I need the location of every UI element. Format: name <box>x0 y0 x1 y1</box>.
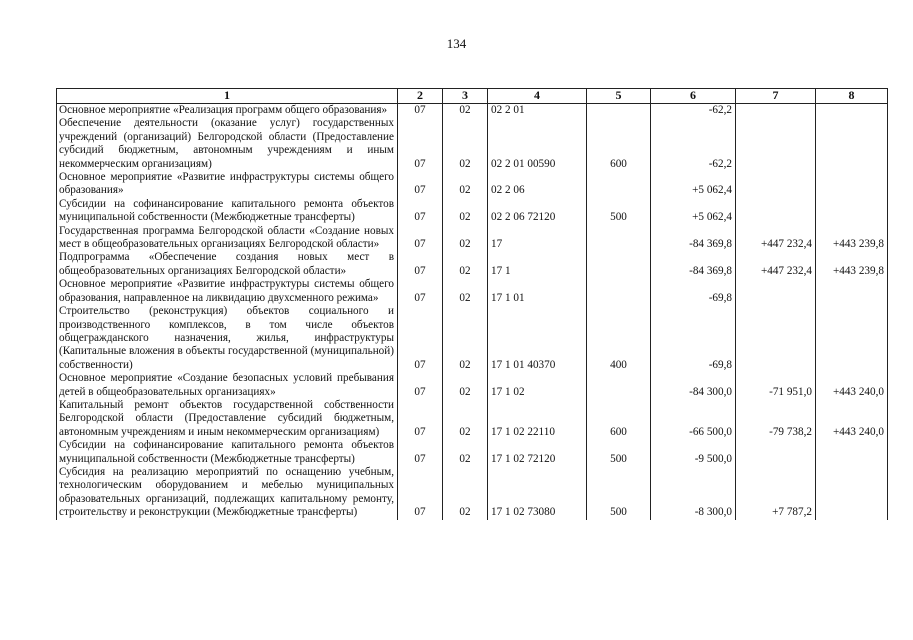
column-header-3: 3 <box>443 89 488 104</box>
row-name: Капитальный ремонт объектов государственной собственности Белгородской области (Предоставление субсидий бюджетным, автономным учреждениям и иным некоммерческим организациям) <box>57 399 398 439</box>
row-subsection: 02 <box>443 466 488 520</box>
row-name: Субсидия на реализацию мероприятий по оснащению учебным, технологическим оборудованием и мебелью муниципальных образовательных организаций, подлежащих капитальному ремонту, строительству и реконструкции (Межбюджетные трансферты) <box>57 466 398 520</box>
table-row <box>57 117 888 171</box>
row-name: Основное мероприятие «Развитие инфраструктуры системы общего образования, направленное на ликвидацию двухсменного режима» <box>57 278 398 305</box>
column-header-7: 7 <box>736 89 816 104</box>
row-amount-8 <box>816 198 888 225</box>
column-header-8: 8 <box>816 89 888 104</box>
row-target-code: 17 1 01 <box>488 278 587 305</box>
row-amount-6: -62,2 <box>651 104 736 118</box>
row-section: 07 <box>398 439 443 466</box>
row-amount-6: -84 300,0 <box>651 372 736 399</box>
row-amount-6: +5 062,4 <box>651 171 736 198</box>
row-amount-7: +447 232,4 <box>736 251 816 278</box>
row-amount-6: -9 500,0 <box>651 439 736 466</box>
row-amount-7 <box>736 104 816 118</box>
row-name: Субсидии на софинансирование капитального ремонта объектов муниципальной собственности (Межбюджетные трансферты) <box>57 439 398 466</box>
row-name: Основное мероприятие «Создание безопасных условий пребывания детей в общеобразовательных организациях» <box>57 372 398 399</box>
row-amount-7: -71 951,0 <box>736 372 816 399</box>
row-subsection: 02 <box>443 305 488 372</box>
row-target-code: 17 <box>488 225 587 252</box>
row-target-code: 02 2 01 00590 <box>488 117 587 171</box>
row-expense-type <box>587 372 651 399</box>
row-amount-8 <box>816 305 888 372</box>
row-section: 07 <box>398 117 443 171</box>
row-amount-6: -69,8 <box>651 305 736 372</box>
row-amount-7: +7 787,2 <box>736 466 816 520</box>
row-section: 07 <box>398 278 443 305</box>
row-amount-7 <box>736 117 816 171</box>
column-header-4: 4 <box>488 89 587 104</box>
budget-table <box>56 88 888 520</box>
row-target-code: 17 1 02 73080 <box>488 466 587 520</box>
row-amount-7: -79 738,2 <box>736 399 816 439</box>
row-subsection: 02 <box>443 251 488 278</box>
row-subsection: 02 <box>443 439 488 466</box>
row-amount-8 <box>816 171 888 198</box>
row-section: 07 <box>398 251 443 278</box>
row-expense-type <box>587 225 651 252</box>
row-expense-type: 600 <box>587 117 651 171</box>
table-row <box>57 198 888 225</box>
row-name: Государственная программа Белгородской области «Создание новых мест в общеобразовательных организациях Белгородской области» <box>57 225 398 252</box>
column-header-5: 5 <box>587 89 651 104</box>
row-name: Основное мероприятие «Развитие инфраструктуры системы общего образования» <box>57 171 398 198</box>
row-amount-6: -8 300,0 <box>651 466 736 520</box>
row-amount-7 <box>736 198 816 225</box>
table-row <box>57 372 888 399</box>
row-section: 07 <box>398 104 443 118</box>
row-target-code: 02 2 06 <box>488 171 587 198</box>
row-subsection: 02 <box>443 372 488 399</box>
row-amount-7 <box>736 305 816 372</box>
row-expense-type: 400 <box>587 305 651 372</box>
row-amount-7 <box>736 171 816 198</box>
table-row <box>57 171 888 198</box>
row-expense-type <box>587 251 651 278</box>
row-section: 07 <box>398 198 443 225</box>
row-name: Обеспечение деятельности (оказание услуг) государственных учреждений (организаций) Белгородской области (Предоставление субсидий бюджетным, автономным учреждениям и иным некоммерческим организациям) <box>57 117 398 171</box>
row-amount-6: -66 500,0 <box>651 399 736 439</box>
row-amount-8 <box>816 466 888 520</box>
table-row <box>57 104 888 118</box>
row-name: Субсидии на софинансирование капитального ремонта объектов муниципальной собственности (Межбюджетные трансферты) <box>57 198 398 225</box>
table-row <box>57 278 888 305</box>
row-section: 07 <box>398 171 443 198</box>
row-expense-type: 600 <box>587 399 651 439</box>
row-amount-7 <box>736 278 816 305</box>
row-target-code: 17 1 01 40370 <box>488 305 587 372</box>
row-expense-type: 500 <box>587 466 651 520</box>
row-amount-8: +443 240,0 <box>816 372 888 399</box>
row-expense-type: 500 <box>587 439 651 466</box>
row-section: 07 <box>398 225 443 252</box>
column-header-1: 1 <box>57 89 398 104</box>
column-header-6: 6 <box>651 89 736 104</box>
row-amount-8: +443 239,8 <box>816 225 888 252</box>
row-target-code: 02 2 06 72120 <box>488 198 587 225</box>
row-subsection: 02 <box>443 198 488 225</box>
row-section: 07 <box>398 372 443 399</box>
table-row <box>57 251 888 278</box>
row-subsection: 02 <box>443 171 488 198</box>
row-target-code: 17 1 02 72120 <box>488 439 587 466</box>
row-section: 07 <box>398 466 443 520</box>
row-section: 07 <box>398 305 443 372</box>
row-target-code: 17 1 02 22110 <box>488 399 587 439</box>
row-amount-8 <box>816 104 888 118</box>
row-expense-type <box>587 171 651 198</box>
row-expense-type: 500 <box>587 198 651 225</box>
row-section: 07 <box>398 399 443 439</box>
row-amount-6: -84 369,8 <box>651 225 736 252</box>
row-amount-6: +5 062,4 <box>651 198 736 225</box>
row-amount-8 <box>816 117 888 171</box>
row-amount-7 <box>736 439 816 466</box>
row-amount-8: +443 240,0 <box>816 399 888 439</box>
row-amount-6: -62,2 <box>651 117 736 171</box>
table-row <box>57 305 888 372</box>
column-header-2: 2 <box>398 89 443 104</box>
row-amount-7: +447 232,4 <box>736 225 816 252</box>
row-subsection: 02 <box>443 225 488 252</box>
row-target-code: 02 2 01 <box>488 104 587 118</box>
row-name: Подпрограмма «Обеспечение создания новых мест в общеобразовательных организациях Белгородской области» <box>57 251 398 278</box>
table-row <box>57 439 888 466</box>
row-name: Строительство (реконструкция) объектов социального и производственного комплексов, в том числе объектов общегражданского назначения, жилья, инфраструктуры (Капитальные вложения в объекты государственной (муниципальной) собственности) <box>57 305 398 372</box>
row-amount-6: -84 369,8 <box>651 251 736 278</box>
row-expense-type <box>587 104 651 118</box>
row-expense-type <box>587 278 651 305</box>
row-target-code: 17 1 <box>488 251 587 278</box>
row-amount-8: +443 239,8 <box>816 251 888 278</box>
row-subsection: 02 <box>443 117 488 171</box>
row-amount-6: -69,8 <box>651 278 736 305</box>
table-row <box>57 466 888 520</box>
row-target-code: 17 1 02 <box>488 372 587 399</box>
table-header-row <box>57 89 888 104</box>
row-amount-8 <box>816 278 888 305</box>
page-number: 134 <box>446 36 467 51</box>
row-amount-8 <box>816 439 888 466</box>
table-row <box>57 399 888 439</box>
row-subsection: 02 <box>443 104 488 118</box>
row-subsection: 02 <box>443 278 488 305</box>
row-subsection: 02 <box>443 399 488 439</box>
table-row <box>57 225 888 252</box>
row-name: Основное мероприятие «Реализация программ общего образования» <box>57 104 398 118</box>
